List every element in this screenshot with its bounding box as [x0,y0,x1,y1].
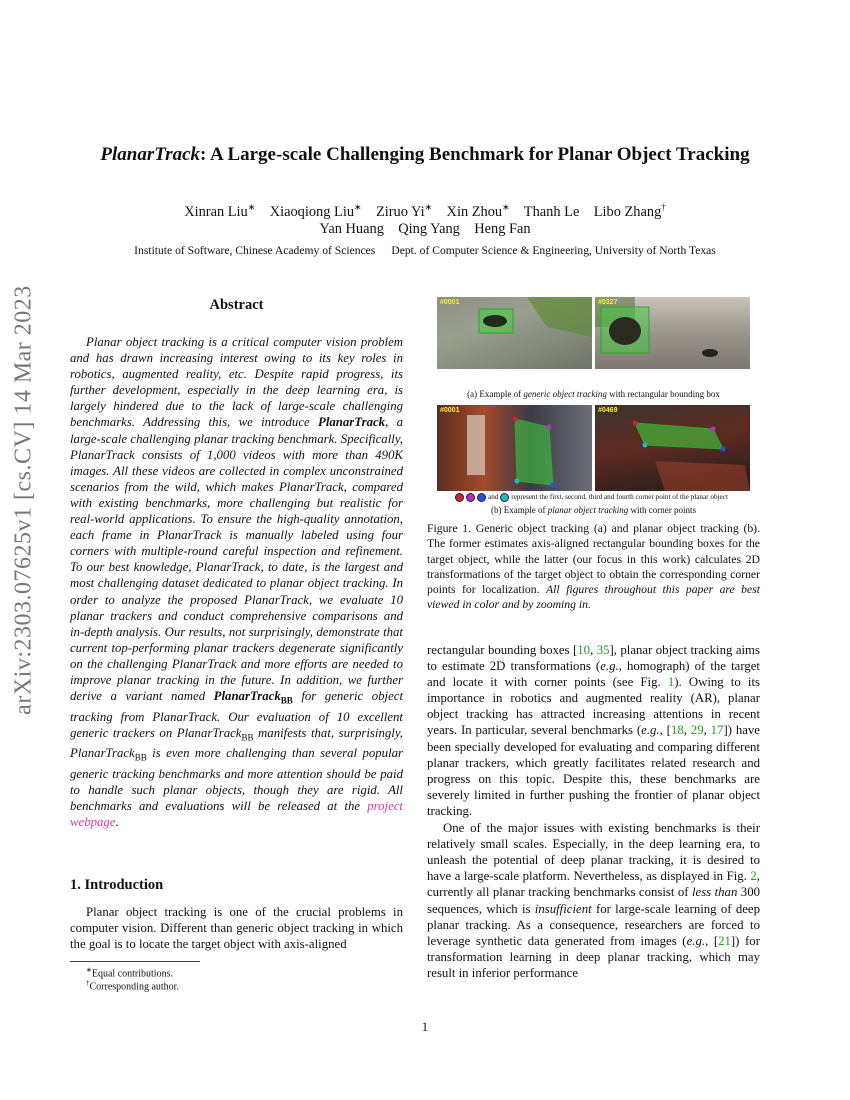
figure-image-dog-2 [595,297,750,369]
figure-reference[interactable]: 1 [667,675,675,690]
subcaption-a: (a) Example of generic object tracking with rectangular bounding box [467,389,720,399]
citation[interactable]: 21 [718,933,731,948]
corner-dot-2 [466,493,475,502]
footnote-rule [70,961,200,962]
citation[interactable]: 29 [690,723,704,738]
arxiv-stamp: arXiv:2303.07625v1 [cs.CV] 14 Mar 2023 [10,285,37,715]
intro-heading: 1. Introduction [70,877,164,893]
right-column-text [427,642,760,981]
figure-reference[interactable]: 2 [750,869,757,884]
footnote: †Corresponding author. [86,979,179,993]
body-paragraph: rectangular bounding boxes [10, 35], planar object tracking aims to estimate 2D transformations (e.g., homograph) of the target and locate it with corner points (see Fig. 1). Owing to its importance in robotics and augmented reality (AR), planar object tracking has attracted increasing attentions in recent years. In particular, several benchmarks (e.g., [18, 29, 17]) have been specially developed for evaluating and comparing different planar trackers, which greatly facilitates related research and progress on this topic. Despite this, these benchmarks are severely limited in further pushing the frontier of planar object tracking. [427,643,760,818]
affiliation: Institute of Software, Chinese Academy of Sciences [134,244,376,257]
title-rest: : A Large-scale Challenging Benchmark for Planar Object Tracking [200,144,750,165]
introduction-section [70,877,403,952]
citation[interactable]: 17 [710,723,724,738]
citation[interactable]: 35 [596,643,610,657]
project-webpage-link[interactable]: project webpage [70,799,403,830]
page-number: 1 [421,1020,429,1034]
paper-title [0,144,850,166]
citation[interactable]: 18 [670,723,684,738]
abstract-bold: PlanarTrack$_{BB}$ [213,689,293,706]
author: Xin Zhou∗ [446,202,510,220]
subcaption-b: (b) Example of planar object tracking with corner points [491,505,696,515]
authors-line-1 [0,202,850,221]
frame-tag: #0001 [440,299,460,306]
body-paragraph: One of the major issues with existing benchmarks is their relatively small scales. Especially, in the deep learning era, to unleash the potential of deep planar tracking, it is desired to have a large-scale platform. Nevertheless, as displayed in Fig. 2, currently all planar tracking benchmarks consist of less than 300 sequences, which is insufficient for large-scale learning of deep planar tracking. As a consequence, researchers are forced to leverage synthetic data generated from images (e.g., [21]) for transformation learning in deep planar tracking, which may result in inferior performance [427,821,760,980]
abstract-section [70,297,403,830]
title-italic: PlanarTrack [100,144,200,165]
abstract-bold: PlanarTrack [318,415,386,430]
intro-paragraph: Planar object tracking is one of the crucial problems in computer vision. Different than generic object tracking in which the goal is to locate the target object with axis-aligned [70,905,403,952]
figure-image-dog-1 [437,297,592,369]
citation[interactable]: 10 [577,643,591,657]
author: Xiaoqiong Liu∗ [269,202,362,220]
frame-tag: #0327 [598,299,618,306]
affiliations [0,244,850,257]
author: Heng Fan [474,221,531,237]
author: Qing Yang [398,221,460,237]
author: Ziruo Yi∗ [375,202,433,220]
corner-dot-3 [477,493,486,502]
frame-tag: #0001 [440,407,460,414]
author: Yan Huang [319,221,384,237]
corner-legend: and represent the first, second, third and fourth corner point of the planar object [455,493,755,502]
frame-tag: #0469 [598,407,618,414]
figure-image-planar-1 [437,405,592,491]
affiliation: Dept. of Computer Science & Engineering, University of North Texas [391,244,716,257]
footnote: ∗Equal contributions. [86,966,173,980]
abstract-text: Planar object tracking is a critical computer vision problem and has drawn increasing interest owing to its key roles in robotics, augmented reality, etc. Despite rapid progress, its further development, especially in the deep learning era, is largely hindered due to the lack of large-scale challenging benchmarks. Addressing this, we introduce PlanarTrack, a large-scale challenging planar tracking benchmark. Specifically, PlanarTrack consists of 1,000 videos with more than 490K images. All these videos are collected in complex unconstrained scenarios from the wild, which makes PlanarTrack, compared with existing benchmarks, more challenging but realistic for real-world applications. To ensure the high-quality annotation, each frame in PlanarTrack is manually labeled using four corners with multiple-round careful inspection and refinement. To our best knowledge, PlanarTrack, to date, is the largest and most challenging dataset dedicated to planar object tracking. In order to analyze the proposed PlanarTrack, we evaluate 10 planar trackers and conduct comprehensive comparisons and in-depth analysis. Our results, not surprisingly, demonstrate that current top-performing planar trackers degenerate significantly on the challenging PlanarTrack and more efforts are needed to improve planar tracking in the future. In addition, we further derive a variant named PlanarTrack$_{BB}$ for generic object tracking from PlanarTrack. Our evaluation of 10 excellent generic trackers on PlanarTrack$_{BB}$ manifests that, surprisingly, PlanarTrack$_{BB}$ is even more challenging than several popular generic tracking benchmarks and more attention should be paid to handle such planar objects, though they are rigid. All benchmarks and evaluations will be released at the project webpage. [70,335,403,830]
figure-image-planar-2 [595,405,750,491]
author: Libo Zhang† [593,202,666,220]
authors-line-2 [0,221,850,238]
figure-caption: Figure 1. Generic object tracking (a) and planar object tracking (b). The former estimates axis-aligned rectangular bounding boxes for the target object, while the latter (our focus in this work) calculates 2D transformations of the target object to obtain the corresponding corner points for localization. All figures throughout this paper are best viewed in color and by zooming in. [427,522,761,612]
abstract-heading: Abstract [209,297,264,313]
author: Thanh Le [523,203,580,220]
author: Xinran Liu∗ [184,202,256,220]
corner-dot-4 [500,493,509,502]
corner-dot-1 [455,493,464,502]
